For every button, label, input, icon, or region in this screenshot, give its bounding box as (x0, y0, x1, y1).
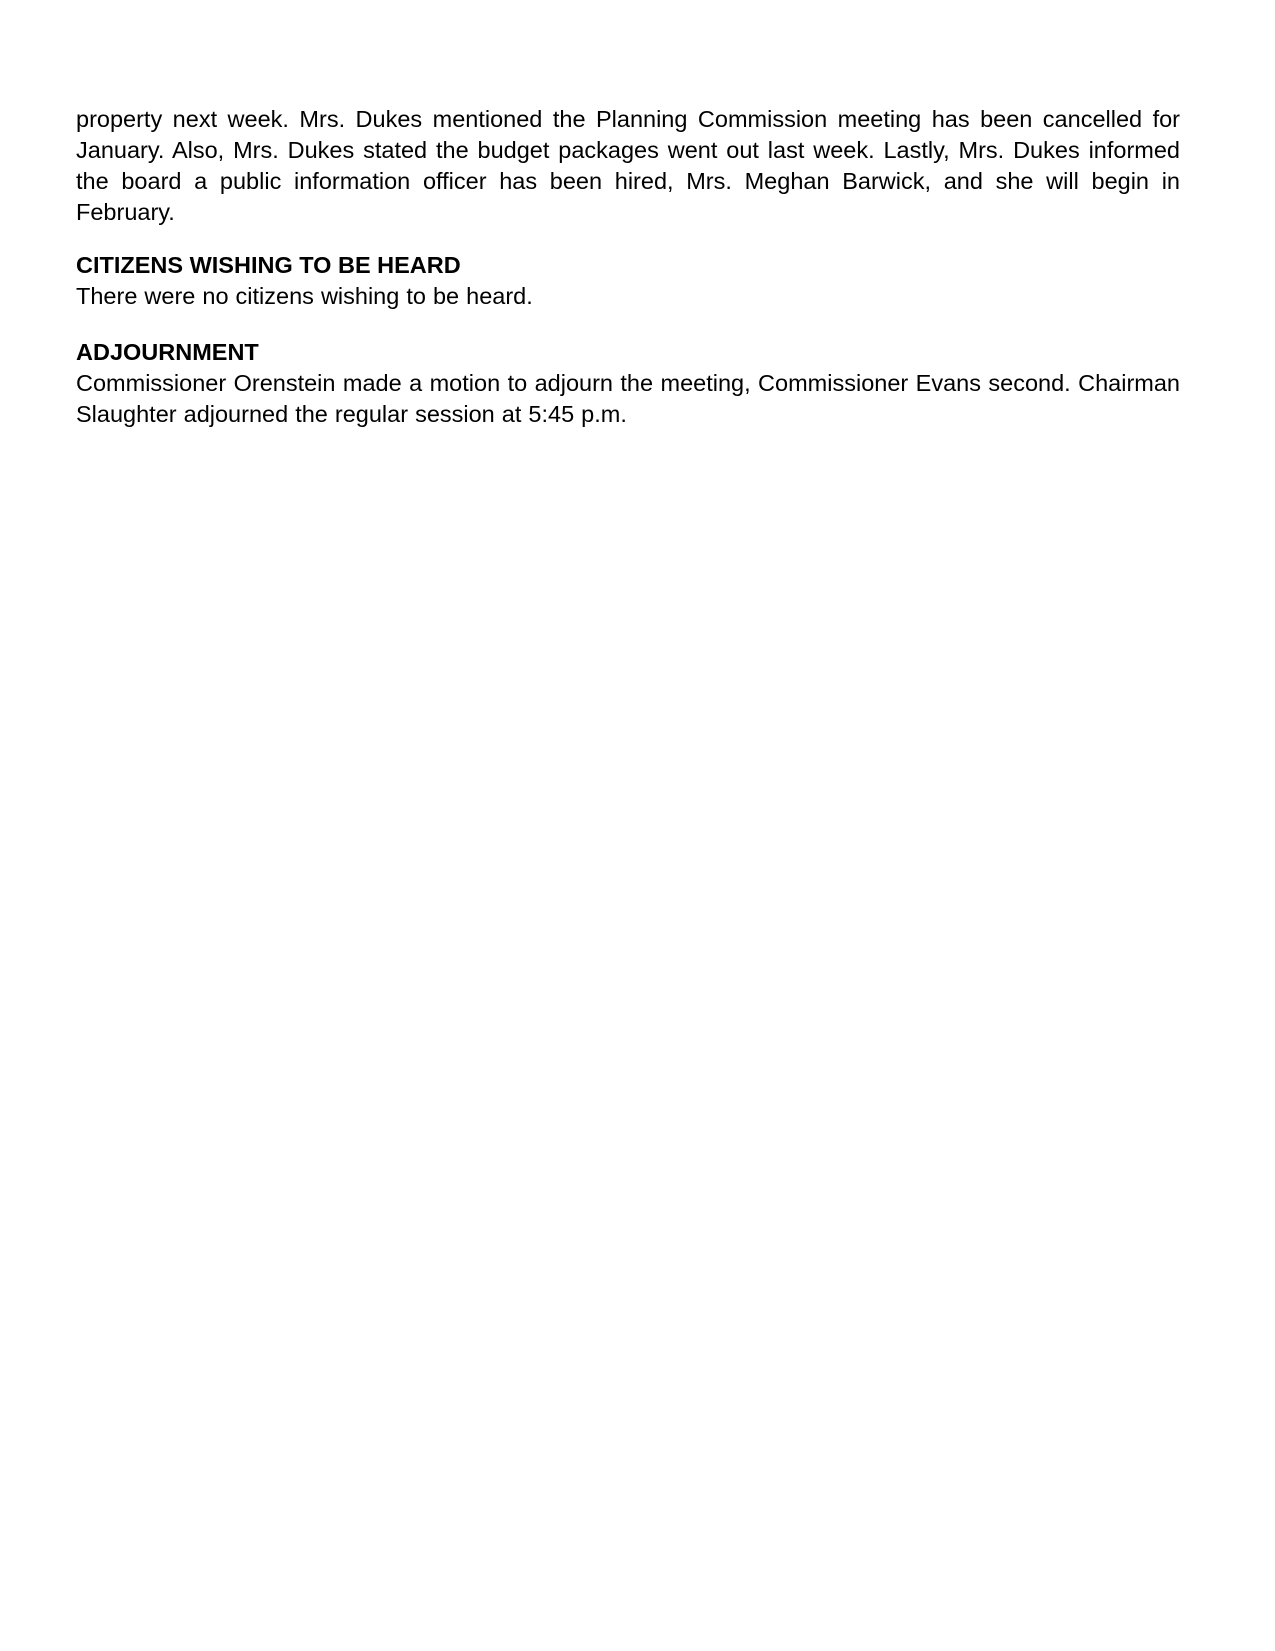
section-citizens-wishing-to-be-heard (76, 250, 1180, 312)
section-adjournment (76, 337, 1180, 430)
section-heading: ADJOURNMENT (76, 339, 259, 365)
section-heading: CITIZENS WISHING TO BE HEARD (76, 252, 461, 278)
section-body: There were no citizens wishing to be heard. (76, 283, 533, 309)
section-body: Commissioner Orenstein made a motion to adjourn the meeting, Commissioner Evans second. Chairman Slaughter adjourned the regular session at 5:45 p.m. (76, 370, 1180, 427)
document-page (76, 104, 1180, 430)
intro-paragraph: property next week. Mrs. Dukes mentioned the Planning Commission meeting has been cancelled for January. Also, Mrs. Dukes stated the budget packages went out last week. Lastly, Mrs. Dukes informed the board a public information officer has been hired, Mrs. Meghan Barwick, and she will begin in February. (76, 106, 1180, 225)
